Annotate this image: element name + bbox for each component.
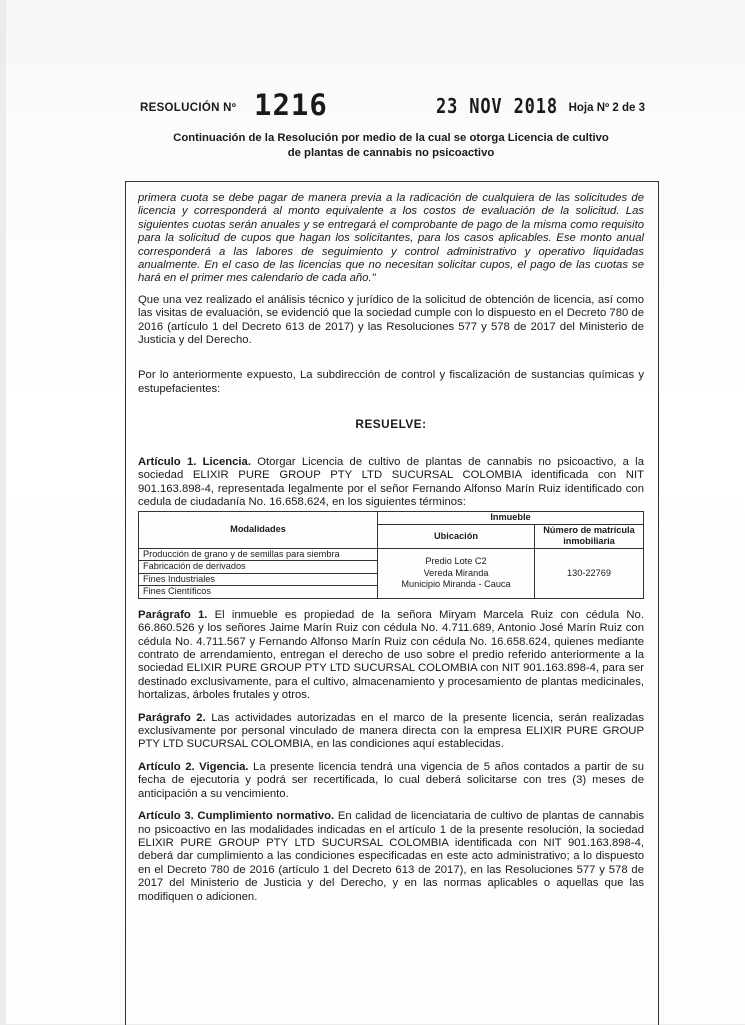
ubicacion-line: Predio Lote C2 [425, 556, 487, 567]
modalidad-cell: Producción de grano y de semillas para siembra [139, 548, 378, 561]
resolution-header [140, 88, 645, 122]
modalidad-cell: Fabricación de derivados [139, 561, 378, 574]
ubicacion-cell [378, 548, 535, 598]
subtitle-line-2: de plantas de cannabis no psicoactivo [287, 147, 495, 159]
article-3 [138, 810, 644, 904]
article-1 [138, 456, 644, 510]
ubicacion-line: Vereda Miranda [423, 567, 489, 578]
paragrafo-2 [138, 712, 644, 752]
article-2-text: La presente licencia tendrá una vigencia de 5 años contados a partir de su fecha de ejecutoria y podrá ser recertificada, lo cual deberá solicitarse con tres (3) meses de anticipación a su vencimiento. [138, 760, 644, 800]
property-table [138, 511, 644, 599]
paragrafo-1-title: Parágrafo 1. [138, 608, 208, 621]
matricula-cell: 130-22769 [535, 548, 644, 598]
resolution-date-stamp: 23 NOV 2018 [436, 94, 558, 118]
header-ubicacion: Ubicación [378, 524, 535, 548]
header-matricula: Número de matrícula inmobiliaria [535, 524, 644, 548]
modalidad-cell: Fines Científicos [139, 586, 378, 599]
resuelve-heading: RESUELVE: [355, 417, 427, 432]
document-subtitle [136, 131, 646, 161]
document-body [138, 192, 644, 904]
subtitle-line-1: Continuación de la Resolución por medio de la cual se otorga Licencia de cultivo [173, 132, 609, 144]
paragrafo-1 [138, 609, 644, 703]
paragrafo-1-text: El inmueble es propiedad de la señora Miryam Marcela Ruiz con cédula No. 66.860.526 y los señores Jaime Marín Ruiz con cédula No. 4.711.689, Antonio José Marín Ruiz con cédula No. 4.711.567 y Fernando Alfonso Marín Ruiz con cédula No. 16.658.624, quienes mediante contrato de arrendamiento, entregan el derecho de uso sobre el predio referido anteriormente a la sociedad ELIXIR PURE GROUP PTY LTD SUCURSAL COLOMBIA con NIT 901.163.898-4, para ser destinado exclusivamente, para el cultivo, almacenamiento y procesamiento de plantas medicinales, hortalizas, árboles frutales y otros. [138, 608, 644, 702]
modalidad-cell: Fines Industriales [139, 573, 378, 586]
article-3-title: Artículo 3. Cumplimiento normativo. [138, 810, 335, 823]
resolution-label: RESOLUCIÓN Nº [140, 102, 237, 114]
article-2-title: Artículo 2. Vigencia. [138, 760, 249, 773]
quoted-text: primera cuota se debe pagar de manera previa a la radicación de cualquiera de las solicitudes de licencia y corresponderá al monto equivalente a los costos de evaluación de la solicitud. Las siguientes cuotas serán anuales y se entregará el comprobante de pago de la misma como requisito para la solicitud de cupos que hagan los solicitantes, para los casos aplicables. Ese monto anual corresponderá a las labores de seguimiento y control administrativo y operativo liquidadas anualmente. En el caso de las licencias que no necesitan solicitar cupos, el pago de las cuotas se hará en el primer mes calendario de cada año." [138, 192, 644, 285]
article-1-text: Otorgar Licencia de cultivo de plantas de cannabis no psicoactivo, a la sociedad ELIXIR PURE GROUP PTY LTD SUCURSAL COLOMBIA identificada con NIT 901.163.898-4, representada legalmente por el señor Fernando Alfonso Marín Ruiz identificado con cedula de ciudadanía No. 16.658.624, en los siguientes términos: [138, 455, 644, 508]
paragrafo-2-title: Parágrafo 2. [138, 711, 206, 724]
resolution-number: 1216 [254, 88, 328, 122]
article-3-text: En calidad de licenciataria de cultivo de plantas de cannabis no psicoactivo en las modalidades indicadas en el artículo 1 de la presente resolución, la sociedad ELIXIR PURE GROUP PTY LTD SUCURSAL COLOMBIA identificada con NIT 901.163.898-4, deberá dar cumplimiento a las condiciones especificadas en este acto administrativo; a lo dispuesto en el Decreto 780 de 2016 (artículo 1 del Decreto 613 de 2017), en las Resoluciones 577 y 578 de 2017 del Ministerio de Justicia y del Derecho, y en las normas aplicables o aquellas que las modifiquen o adicionen. [138, 810, 644, 903]
ubicacion-line: Municipio Miranda - Cauca [401, 579, 511, 590]
article-1-title: Artículo 1. Licencia. [138, 455, 251, 468]
page-indicator: Hoja Nº 2 de 3 [568, 102, 645, 114]
header-modalidades: Modalidades [139, 512, 378, 549]
paragraph-analysis: Que una vez realizado el análisis técnico y jurídico de la solicitud de obtención de licencia, así como las visitas de evaluación, se evidenció que la sociedad cumple con lo dispuesto en el Decreto 780 de 2016 (artículo 1 del Decreto 613 de 2017) y las Resoluciones 577 y 578 de 2017 del Ministerio de Justicia y del Derecho. [138, 293, 644, 347]
document-page [6, 0, 745, 1024]
paragrafo-2-text: Las actividades autorizadas en el marco de la presente licencia, serán realizadas exclusivamente por personal vinculado de manera directa con la empresa ELIXIR PURE GROUP PTY LTD SUCURSAL COLOMBIA, en las condiciones aquí establecidas. [138, 711, 644, 751]
paragraph-expuesto: Por lo anteriormente expuesto, La subdirección de control y fiscalización de sustancias químicas y estupefacientes: [138, 369, 644, 395]
article-2 [138, 761, 644, 801]
header-inmueble: Inmueble [378, 512, 644, 525]
